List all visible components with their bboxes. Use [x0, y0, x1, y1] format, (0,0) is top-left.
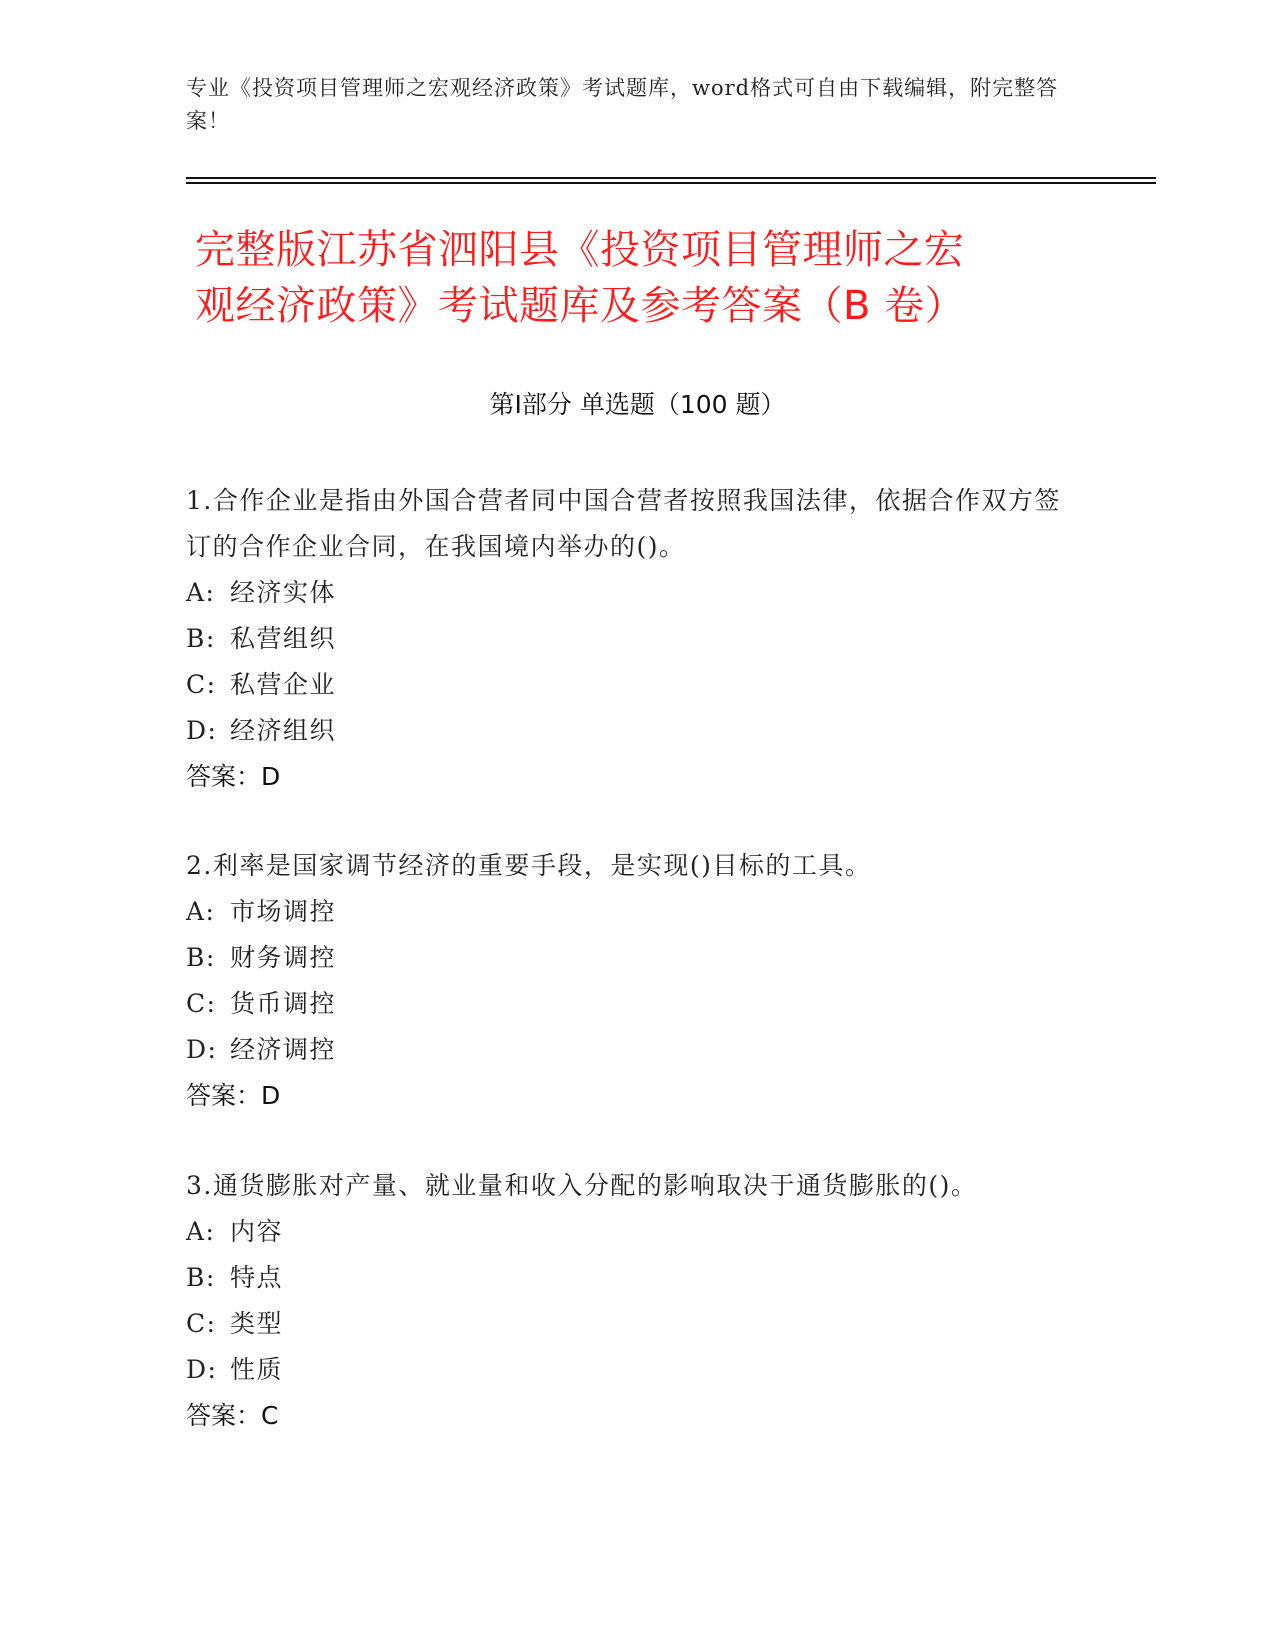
header-rule-top	[186, 177, 1156, 179]
option-letter: C:	[186, 1309, 217, 1338]
section-title: 第Ⅰ部分 单选题（100 题）	[489, 390, 786, 419]
option-letter: A:	[186, 897, 216, 926]
option-c	[186, 1301, 1086, 1347]
option-text: 财务调控	[230, 943, 337, 972]
option-text: 货币调控	[230, 989, 337, 1018]
option-a	[186, 889, 1086, 935]
question-2	[186, 843, 1086, 1119]
option-text: 经济调控	[230, 1035, 337, 1064]
option-text: 经济组织	[230, 716, 337, 745]
question-3	[186, 1163, 1086, 1439]
question-stem: 3.通货膨胀对产量、就业量和收入分配的影响取决于通货膨胀的()。	[186, 1171, 978, 1200]
option-text: 私营组织	[230, 624, 337, 653]
answer: 答案：D	[186, 762, 281, 791]
answer: 答案：C	[186, 1401, 279, 1430]
option-letter: C:	[186, 670, 217, 699]
option-text: 市场调控	[230, 897, 337, 926]
option-letter: D:	[186, 1355, 218, 1384]
option-b	[186, 1255, 1086, 1301]
question-stem: 1.合作企业是指由外国合营者同中国合营者按照我国法律，依据合作双方签订的合作企业合同，在我国境内举办的()。	[186, 486, 1061, 561]
question-stem: 2.利率是国家调节经济的重要手段，是实现()目标的工具。	[186, 851, 872, 880]
option-letter: B:	[186, 624, 216, 653]
option-text: 性质	[230, 1355, 284, 1384]
option-text: 私营企业	[230, 670, 337, 699]
question-1	[186, 478, 1086, 800]
document-title: 完整版江苏省泗阳县《投资项目管理师之宏 观经济政策》考试题库及参考答案（B 卷）	[195, 227, 966, 329]
option-b	[186, 935, 1086, 981]
header-rule-bottom	[186, 182, 1156, 184]
option-d	[186, 1027, 1086, 1073]
option-letter: D:	[186, 1035, 218, 1064]
option-letter: A:	[186, 1217, 216, 1246]
option-c	[186, 662, 1086, 708]
option-c	[186, 981, 1086, 1027]
option-d	[186, 708, 1086, 754]
header-note: 专业《投资项目管理师之宏观经济政策》考试题库，word格式可自由下载编辑，附完整答案！	[186, 76, 1059, 133]
option-text: 类型	[230, 1309, 284, 1338]
option-d	[186, 1347, 1086, 1393]
answer: 答案：D	[186, 1081, 281, 1110]
option-letter: C:	[186, 989, 217, 1018]
option-letter: D:	[186, 716, 218, 745]
option-letter: A:	[186, 578, 216, 607]
option-letter: B:	[186, 943, 216, 972]
option-a	[186, 570, 1086, 616]
option-text: 经济实体	[230, 578, 337, 607]
option-a	[186, 1209, 1086, 1255]
option-text: 特点	[230, 1263, 284, 1292]
option-letter: B:	[186, 1263, 216, 1292]
option-b	[186, 616, 1086, 662]
option-text: 内容	[230, 1217, 284, 1246]
